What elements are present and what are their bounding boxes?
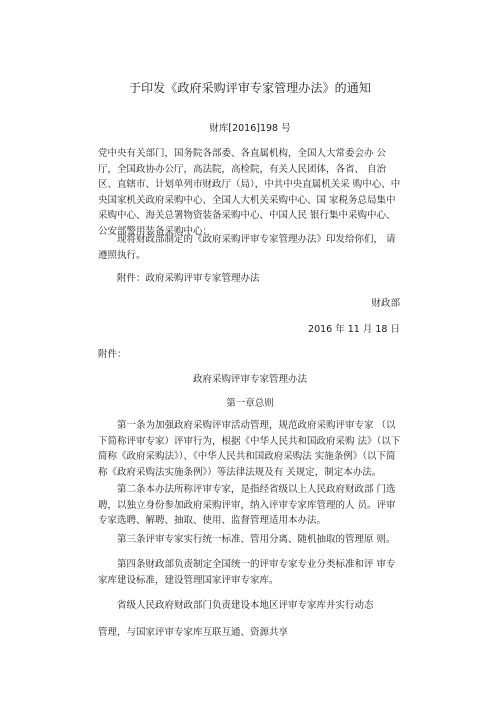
- document-number: 财库[2016]198 号: [209, 123, 291, 134]
- article-2: 第二条本办法所称评审专家，是指经省级以上人民政府财政部 门选聘，以独立身份参加政府采购评审，纳入评审专家库管理的人 员。评审专家选聘、解聘、抽取、使用、监督管理适用本办法。: [98, 484, 396, 526]
- continuation-text: 管理，与国家评审专家库互联互通、资源共享: [98, 627, 289, 638]
- body-paragraph: 现将财政部制定的《政府采购评审专家管理办法》印发给你们， 请遵照执行。: [98, 234, 396, 261]
- issuer: 财政部: [371, 298, 400, 309]
- issue-date: 2016 年 11 月 18 日: [308, 324, 400, 335]
- article-3: 第三条评审专家实行统一标准、管用分离、随机抽取的管理原 则。: [117, 534, 396, 545]
- chapter-title: 第一章总则: [226, 398, 274, 409]
- recipients-paragraph: 党中央有关部门，国务院各部委、各直属机构，全国人大常委会办 公厅，全国政协办公厅，高法院，高检院，有关人民团体，各省、 自治区、直辖市、计划单列市财政厅（局），中共中央直属机关采 购中心、中央国家机关政府采购中心、全国人大机关采购中心、国 家税务总局集中采购中心、海关总署物资装备采购中心、中国人民 银行集中采购中心、公安部警用装备采购中心：: [98, 148, 401, 237]
- article-4: 第四条财政部负责制定全国统一的评审专家专业分类标准和评 审专家库建设标准，建设管理国家评审专家库。: [98, 559, 396, 586]
- article-4-paragraph-2: 省级人民政府财政部门负责建设本地区评审专家库并实行动态: [117, 600, 374, 611]
- attachment-label: 附件：: [98, 349, 127, 360]
- annex-title: 政府采购评审专家管理办法: [192, 374, 307, 385]
- attachment-reference: 附件：政府采购评审专家管理办法: [117, 273, 260, 284]
- document-title: 于印发《政府采购评审专家管理办法》的通知: [128, 81, 371, 95]
- article-1: 第一条为加强政府采购评审活动管理，规范政府采购评审专家 （以下简称评审专家）评审行为，根据《中华人民共和国政府采购 法》（以下简称《政府采购法》）、《中华人民共和国政府采购法 实施条例》（以下简称《政府采购法实施条例》）等法律法规及有 关规定，制定本办法。: [98, 420, 401, 478]
